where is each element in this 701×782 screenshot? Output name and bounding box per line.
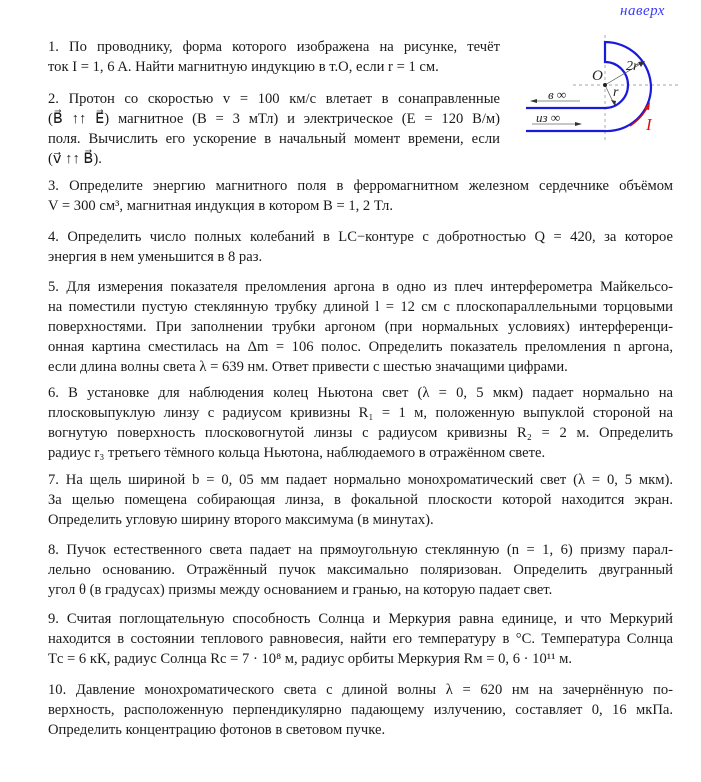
problem-line: поля. Вычислить его ускорение в начальный момент времени, если: [48, 131, 500, 147]
problem-line: 10. Давление монохроматического света с длиной волны λ = 620 нм на зачернённую по-: [48, 682, 673, 698]
conductor-figure: [518, 30, 688, 140]
problem-line: лельно основанию. Отражённый пучок максимально поляризован. Определить двугранный: [48, 562, 673, 578]
label-to-infinity: в ∞: [548, 87, 567, 102]
label-from-infinity: из ∞: [536, 110, 561, 125]
problem-10: [48, 680, 673, 740]
axis-lines: [573, 35, 678, 140]
problem-line: 6. В установке для наблюдения колец Ньютона свет (λ = 0, 5 мкм) падает нормально на: [48, 385, 673, 401]
problem-9: [48, 609, 673, 669]
problem-4: [48, 227, 673, 267]
problem-line: онная картина сместилась на Δm = 106 полос. Определить показатель преломления n аргона,: [48, 339, 673, 355]
problem-2: [48, 89, 500, 169]
problem-line: 3. Определите энергию магнитного поля в ферромагнитном железном сердечнике объёмом: [48, 178, 673, 194]
problem-line: 4. Определить число полных колебаний в LC−контуре с добротностью Q = 420, за которое: [48, 229, 673, 245]
problem-line: 2. Протон со скоростью v = 100 км/с влетает в сонаправленные: [48, 91, 500, 107]
problem-line: 8. Пучок естественного света падает на прямоугольную стеклянную (n = 1, 6) призму парал-: [48, 542, 673, 558]
problem-7: [48, 470, 673, 530]
problem-line: на поместили пустую стеклянную трубку длиной l = 12 см с плоскопараллельными торцовыми: [48, 299, 673, 315]
problem-6: [48, 383, 673, 463]
problem-1: [48, 37, 500, 77]
problem-line: 5. Для измерения показателя преломления аргона в одно из плеч интерферометра Майкельсо-: [48, 279, 673, 295]
label-inner-radius: r: [613, 85, 619, 100]
problem-line: (v⃗ ↑↑ B⃗).: [48, 151, 102, 167]
problem-line: 1. По проводнику, форма которого изображена на рисунке, течёт: [48, 39, 500, 55]
problem-line: если длина волны света λ = 639 нм. Ответ привести с шестью значащими цифрами.: [48, 359, 568, 375]
problem-line: Tс = 6 кК, радиус Солнца Rс = 7 · 10⁸ м, радиус орбиты Меркурия Rм = 0, 6 · 10¹¹ м.: [48, 651, 573, 667]
radius-arrows: [605, 61, 645, 106]
problem-line: За щелью помещена собирающая линза, в фокальной плоскости которой находится экран.: [48, 492, 673, 508]
problem-line: находится в состоянии теплового равновесия, найти его температуру в °C. Температура Солнца: [48, 631, 673, 647]
problem-line: радиус r₃ третьего тёмного кольца Ньютона, наблюдаемого в отражённом свете.: [48, 445, 546, 461]
problem-line: энергия в нем уменьшится в 8 раз.: [48, 249, 263, 265]
problem-line: Определить угловую ширину второго максимума (в минутах).: [48, 512, 434, 528]
problem-line: вогнутую поверхность плосковогнутой линзы с радиусом кривизны R₂ = 2 м. Определить: [48, 425, 673, 441]
label-current: I: [646, 115, 652, 134]
center-point: [603, 83, 607, 87]
top-link[interactable]: наверх: [620, 3, 665, 19]
problem-line: V = 300 см³, магнитная индукция в котором B = 1, 2 Тл.: [48, 198, 393, 214]
problem-8: [48, 540, 673, 600]
problem-line: 9. Считая поглощательную способность Солнца и Меркурия равна единице, и что Меркурий: [48, 611, 673, 627]
problem-line: 7. На щель шириной b = 0, 05 мм падает нормально монохроматический свет (λ = 0, 5 мкм).: [48, 472, 673, 488]
problem-line: (B⃗ ↑↑ E⃗) магнитное (B = 3 мТл) и электрическое (E = 120 В/м): [48, 111, 500, 127]
problem-3: [48, 176, 673, 216]
problem-line: верхность, расположенную перпендикулярно падающему излучению, составляет 0, 16 мкПа.: [48, 702, 673, 718]
label-outer-radius: 2r: [626, 59, 639, 74]
problem-line: плосковыпуклую линзу с радиусом кривизны R₁ = 1 м, положенную выпуклой стороной на: [48, 405, 673, 421]
problem-line: поверхностями. При заполнении трубки аргоном (при нормальных условиях) интерференци-: [48, 319, 673, 335]
problem-line: ток I = 1, 6 A. Найти магнитную индукцию в т.О, если r = 1 см.: [48, 59, 439, 75]
problem-line: угол θ (в градусах) призмы между основанием и гранью, на которую падает свет.: [48, 582, 553, 598]
problem-5: [48, 277, 673, 377]
label-center: O: [592, 68, 603, 84]
problem-line: Определить концентрацию фотонов в световом пучке.: [48, 722, 386, 738]
